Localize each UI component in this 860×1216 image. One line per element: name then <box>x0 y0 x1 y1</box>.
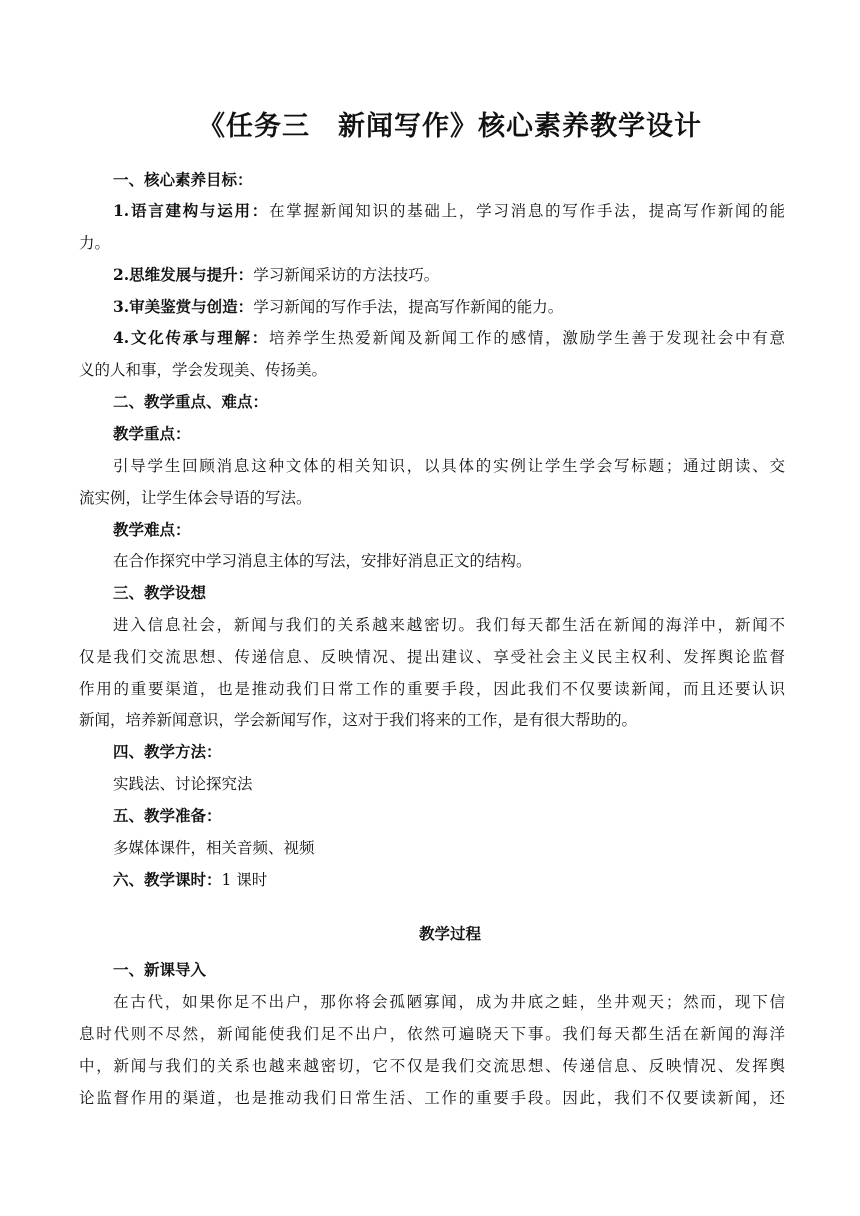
document-title: 《任务三 新闻写作》核心素养教学设计 <box>198 111 702 142</box>
difficulty-label: 教学难点： <box>113 520 191 539</box>
difficulty-text: 在合作探究中学习消息主体的写法，安排好消息正文的结构。 <box>113 552 532 570</box>
process-step-1-heading: 一、新课导入 <box>113 960 207 979</box>
goal-2-text: 学习新闻采访的方法技巧。 <box>253 266 440 284</box>
idea-line-4: 新闻，培养新闻意识，学会新闻写作，这对于我们将来的工作，是有很大帮助的。 <box>79 711 638 729</box>
idea-line-1: 进入信息社会，新闻与我们的关系越来越密切。我们每天都生活在新闻的海洋中，新闻不 <box>113 616 785 634</box>
goal-3-label: 3.审美鉴赏与创造： <box>113 297 254 316</box>
goal-2-label: 2.思维发展与提升： <box>113 265 254 284</box>
goal-1-label: 1.语言建构与运用： <box>113 201 270 220</box>
method-text: 实践法、讨论探究法 <box>113 775 253 793</box>
goal-4-line-2: 义的人和事，学会发现美、传扬美。 <box>79 361 328 379</box>
section-heading-method: 四、教学方法： <box>113 742 222 761</box>
intro-line-2: 息时代则不尽然，新闻能使我们足不出户，依然可遍晓天下事。我们每天都生活在新闻的海洋 <box>79 1025 785 1043</box>
preparation-text: 多媒体课件，相关音频、视频 <box>113 839 315 857</box>
section-heading-preparation: 五、教学准备： <box>113 806 222 825</box>
key-points-label: 教学重点： <box>113 424 191 443</box>
goal-1-line-2: 力。 <box>79 234 111 252</box>
goal-4-line-1 <box>113 328 785 348</box>
goal-1-text: 在掌握新闻知识的基础上，学习消息的写作手法，提高写作新闻的能 <box>269 202 785 220</box>
class-hours <box>113 870 819 890</box>
idea-line-2: 仅是我们交流思想、传递信息、反映情况、提出建议、享受社会主义民主权利、发挥舆论监督 <box>79 648 785 666</box>
goal-4-label: 4.文化传承与理解： <box>113 328 270 347</box>
class-hours-value: 1 课时 <box>221 871 268 889</box>
class-hours-label: 六、教学课时： <box>113 870 222 889</box>
intro-line-4: 论监督作用的渠道，也是推动我们日常生活、工作的重要手段。因此，我们不仅要读新闻，还 <box>79 1089 785 1107</box>
goal-3 <box>113 297 819 317</box>
goal-3-text: 学习新闻的写作手法，提高写作新闻的能力。 <box>253 298 564 316</box>
key-points-line-2: 流实例，让学生体会导语的写法。 <box>79 489 312 507</box>
goal-4-text: 培养学生热爱新闻及新闻工作的感情，激励学生善于发现社会中有意 <box>269 329 785 347</box>
idea-line-3: 作用的重要渠道，也是推动我们日常工作的重要手段，因此我们不仅要读新闻，而且还要认识 <box>79 680 785 698</box>
section-heading-goals: 一、核心素养目标： <box>113 170 253 189</box>
section-heading-key-points: 二、教学重点、难点： <box>113 392 269 411</box>
goal-2 <box>113 265 819 285</box>
intro-line-3: 中，新闻与我们的关系也越来越密切，它不仅是我们交流思想、传递信息、反映情况、发挥舆 <box>79 1057 785 1075</box>
intro-line-1: 在古代，如果你足不出户，那你将会孤陋寡闻，成为井底之蛙，坐井观天；然而，现下信 <box>113 993 785 1011</box>
key-points-line-1: 引导学生回顾消息这种文体的相关知识，以具体的实例让学生学会写标题；通过朗读、交 <box>113 457 785 475</box>
goal-1-line-1 <box>113 201 785 221</box>
process-heading: 教学过程 <box>418 924 481 943</box>
section-heading-idea: 三、教学设想 <box>113 583 207 602</box>
